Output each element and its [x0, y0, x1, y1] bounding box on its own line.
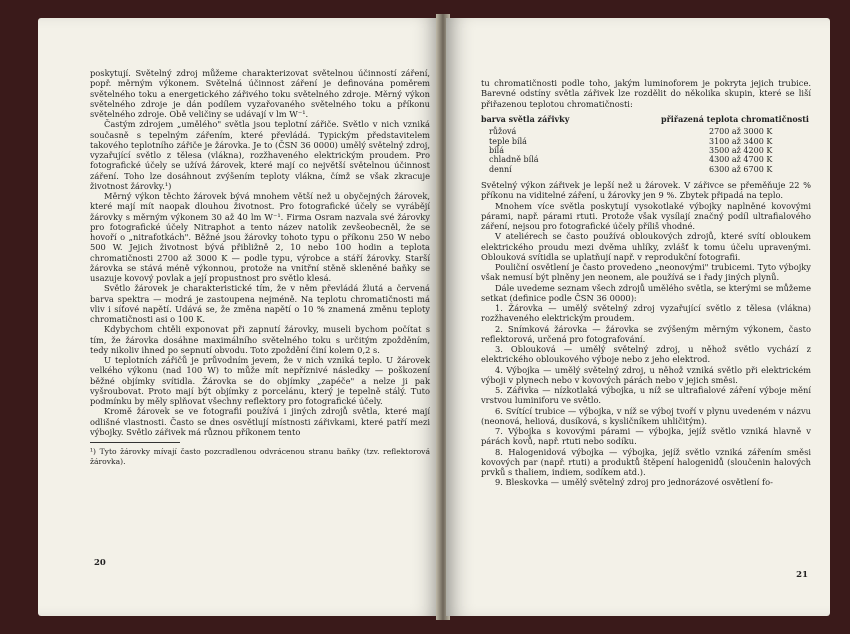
page-number-right: 21: [796, 570, 808, 580]
right-page: [446, 18, 830, 616]
table-cell: denní: [489, 164, 512, 174]
paragraph: Pouliční osvětlení je často provedeno „neonovými" trubicemi. Tyto výbojky však nemusí být plněny jen neonem, ale používá se i řady jiných plynů.: [481, 262, 811, 283]
table-cell: 3100 až 3400 K: [709, 136, 773, 146]
list-item: 9. Bleskovka — umělý světelný zdroj pro jednorázové osvětlení fo-: [495, 477, 773, 488]
table-row: [481, 127, 809, 136]
table-header: barva světla zářivky: [481, 113, 570, 124]
list-item: 5. Zářivka — nízkotlaká výbojka, u níž se ultrafialové záření výboje mění vrstvou luminiforu ve světlo.: [481, 385, 811, 406]
list-item: 3. Oblouková — umělý světelný zdroj, u něhož světlo vychází z elektrického obloukového výboje nebo z jeho elektrod.: [481, 344, 811, 365]
list-item: 2. Snímková žárovka — žárovka se zvýšeným měrným výkonem, často reflektorová, určená pro fotografování.: [481, 323, 811, 344]
color-temperature-table: [481, 115, 809, 174]
table-cell: teple bílá: [489, 136, 527, 146]
table-row: [481, 137, 809, 146]
paragraph: Světlo žárovek je charakteristické tím, že v něm převládá žlutá a červená barva spektra — modrá je zastoupena nejméně. Na teplotu chromatičnosti má vliv i síťové napětí. Udává se, že změna napětí o 10 % znamená změnu teploty chromatičnosti asi o 100 K.: [90, 283, 430, 324]
paragraph: Mnohem více světla poskytují vysokotlaké výbojky naplněné kovovými párami, např. párami rtuti. Protože však vysílají značný podíl ultrafialového záření, nejsou pro fotografické účely příliš vhodné.: [481, 200, 811, 232]
left-page: [38, 18, 440, 616]
list-item: 7. Výbojka s kovovými párami — výbojka, jejíž světlo vzniká hlavně v párách kovů, např. rtuti nebo sodíku.: [481, 426, 811, 447]
paragraph: tu chromatičnosti podle toho, jakým luminoforem je pokryta jejich trubice. Barevné odstíny světla zářivek lze rozdělit do několika skupin, které se liší přiřazenou teplotou chromatičnosti:: [481, 78, 811, 109]
paragraph: Světelný výkon zářivek je lepší než u žárovek. V zářivce se přeměňuje 22 % příkonu na viditelné záření, u žárovky jen 9 %. Zbytek připadá na teplo.: [481, 180, 811, 201]
table-cell: růžová: [489, 127, 517, 137]
table-row: [481, 165, 809, 174]
paragraph: Kdybychom chtěli exponovat při zapnutí žárovky, museli bychom počítat s tím, že žárovka dosáhne maximálního světelného toku s určitým zpožděním, tedy nikoliv ihned po sepnutí obvodu. Toto zpoždění činí kolem 0,2 s.: [90, 324, 430, 355]
list-item: 4. Výbojka — umělý světelný zdroj, u něhož vzniká světlo při elektrickém výboji v plynech nebo v kovových párách nebo v jejich směsi.: [481, 364, 811, 385]
table-cell: bílá: [489, 145, 505, 155]
page-number-left: 20: [94, 558, 106, 568]
right-text-column: [481, 78, 811, 488]
table-cell: chladně bílá: [489, 155, 539, 165]
paragraph: U teplotních zářičů je průvodním jevem, že v nich vzniká teplo. U žárovek velkého výkonu (nad 100 W) to může mít nepříznivé následky — poškození běžné objímky svítidla. Žárovka se do objímky „zapéče" a nelze ji pak vyšroubovat. Proto mají být objímky z porcelánu, který je tepelně stálý. Tuto podmínku by měly splňovat všechny reflektory pro fotografické účely.: [90, 355, 430, 406]
table-cell: 6300 až 6700 K: [709, 164, 773, 174]
footnote: ¹) Tyto žárovky mívají často pozcradlenou odvrácenou stranu baňky (tzv. reflektorová žárovka).: [90, 447, 430, 466]
paragraph: Dále uvedeme seznam všech zdrojů umělého světla, se kterými se můžeme setkat (definice podle ČSN 36 0000):: [481, 282, 811, 303]
table-cell: 2700 až 3000 K: [709, 127, 773, 137]
table-cell: 3500 až 4200 K: [709, 145, 773, 155]
paragraph: Kromě žárovek se ve fotografii používá i jiných zdrojů světla, které mají odlišné vlastnosti. Často se dnes osvětlují místnosti zářivkami, které patří mezi výbojky. Světlo zářivek má různou příkonem tento: [90, 406, 430, 437]
paragraph: Měrný výkon těchto žárovek bývá mnohem větší než u obyčejných žárovek, které mají mít naopak dlouhou životnost. Pro fotografické účely se vyrábějí žárovky s měrným výkonem 30 až 40 lm W⁻¹. Firma Osram nazvala své žárovky pro fotografické účely Nitraphot a tento název natolik zevšeobecněl, že se hovoří o „nitrafotkách". Běžné jsou žárovky tohoto typu o příkonu 250 W nebo 500 W. Jejich životnost bývá přibližně 2, 10 nebo 100 hodin a teplota chromatičnosti 2700 až 3000 K — podle typu, výrobce a stáří žárovky. Starší žárovka se stává méně výkonnou, protože na vnitřní stěně skleněné baňky se usazuje kovový povlak a její propustnost pro světlo klesá.: [90, 191, 430, 283]
paragraph: poskytují. Světelný zdroj můžeme charakterizovat světelnou účinností záření, popř. měrným výkonem. Světelná účinnost záření je definována poměrem světelného toku a energetického zářivého toku světelného zdroje. Měrný výkon světelného zdroje je dán podílem vyzařovaného světelného toku a příkonu světelného zdroje. Obě veličiny se udávají v lm W⁻¹.: [90, 68, 430, 119]
list-item: 6. Svítící trubice — výbojka, v níž se výboj tvoří v plynu uvedeném v názvu (neonová, heliová, dusíková, s kysličníkem uhličitým).: [481, 405, 811, 426]
table-cell: 4300 až 4700 K: [709, 155, 773, 165]
paragraph: Častým zdrojem „umělého" světla jsou teplotní zářiče. Světlo v nich vzniká současně s tepelným zářením, které převládá. Typickým představitelem takového teplotního zářiče je žárovka. Je to (ČSN 36 0000) umělý světelný zdroj, vyzařující světlo z tělesa (vlákna), rozžhaveného elektrickým proudem. Pro fotografické účely se užívá žárovek, které mají co největší světelnou účinnost záření. Toho lze dosáhnout zvýšením teploty vlákna, čímž se však zkracuje životnost žárovky.¹): [90, 119, 430, 191]
list-item: 1. Žárovka — umělý světelný zdroj vyzařující světlo z tělesa (vlákna) rozžhaveného elektrickým proudem.: [481, 303, 811, 324]
table-row: [481, 146, 809, 155]
list-item: 8. Halogenidová výbojka — výbojka, jejíž světlo vzniká zářením směsi kovových par (např. rtuti) a produktů štěpení halogenidů (sloučenin halových prvků s thaliem, indiem, sodíkem atd.).: [481, 446, 811, 478]
footnote-rule: [90, 442, 180, 443]
left-text-column: [90, 68, 430, 466]
table-row: [481, 155, 809, 164]
paragraph: V ateliérech se často používá obloukových zdrojů, které svítí obloukem elektrického proudu mezi dvěma uhlíky, zvlášť k tomu účelu upravenými. Oblouková svítidla se uplatňují např. v reprodukční fotografii.: [481, 231, 811, 262]
table-header: přiřazená teplota chromatičnosti: [661, 113, 809, 124]
